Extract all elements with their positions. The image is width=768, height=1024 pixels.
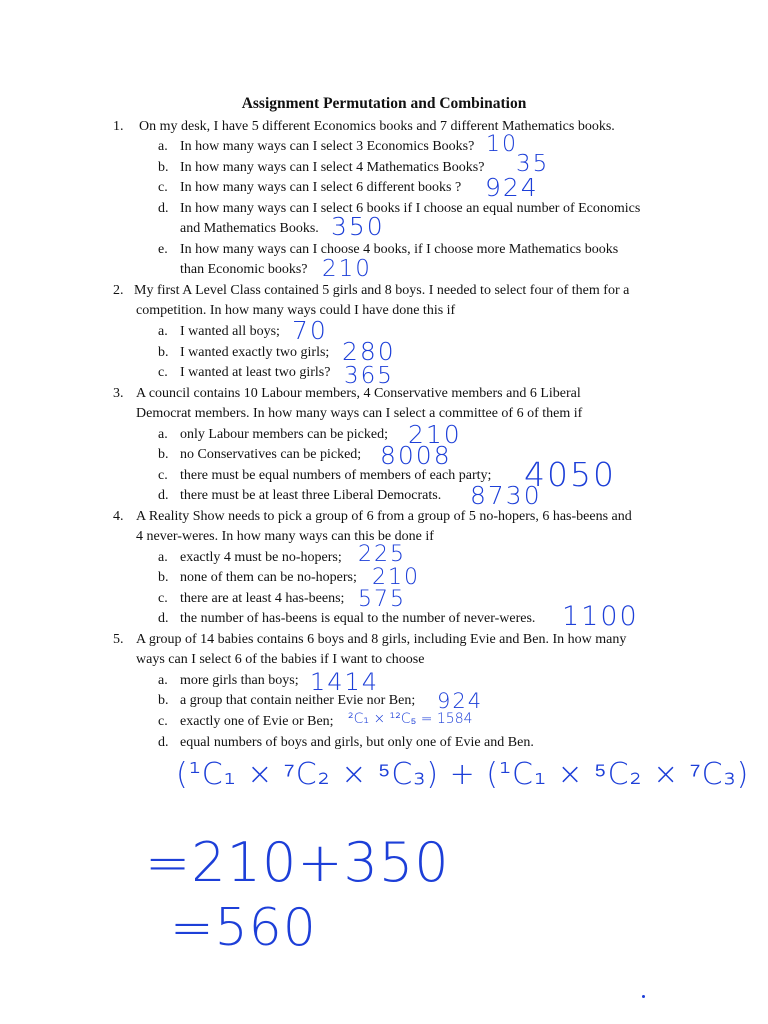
q1-part-b-letter: b. bbox=[158, 160, 169, 175]
handwritten-answer-q1b: 35 bbox=[516, 151, 550, 177]
q4-part-c-text: there are at least 4 has-beens; bbox=[180, 591, 345, 606]
q1-part-d-text-cont: and Mathematics Books. bbox=[180, 221, 319, 236]
question-1-text: On my desk, I have 5 different Economics books and 7 different Mathematics books. bbox=[139, 119, 615, 134]
q1-part-c-text: In how many ways can I select 6 different books ? bbox=[180, 180, 462, 195]
q3-part-c-letter: c. bbox=[158, 468, 168, 483]
q3-part-d-letter: d. bbox=[158, 488, 169, 503]
handwritten-answer-q1a: 10 bbox=[486, 132, 518, 157]
q4-part-d-letter: d. bbox=[158, 611, 169, 626]
handwritten-answer-q3b: 8008 bbox=[380, 441, 452, 470]
q2-part-a-letter: a. bbox=[158, 324, 168, 339]
handwritten-answer-q1e: 210 bbox=[322, 256, 372, 282]
q4-part-a-letter: a. bbox=[158, 550, 168, 565]
question-4-text: A Reality Show needs to pick a group of 6 from a group of 5 no-hopers, 6 has-beens and bbox=[136, 509, 632, 524]
q5-part-d-text: equal numbers of boys and girls, but only one of Evie and Ben. bbox=[180, 735, 534, 750]
q1-part-e-text-cont: than Economic books? bbox=[180, 262, 308, 277]
q5-part-d-letter: d. bbox=[158, 735, 169, 750]
q3-part-d-text: there must be at least three Liberal Democrats. bbox=[180, 488, 442, 503]
question-1-number: 1. bbox=[113, 119, 124, 134]
q5-part-a-text: more girls than boys; bbox=[180, 673, 299, 688]
q5-part-c-text: exactly one of Evie or Ben; bbox=[180, 714, 334, 729]
handwritten-answer-q2b: 280 bbox=[342, 337, 396, 366]
q1-part-a-letter: a. bbox=[158, 139, 168, 154]
q2-part-b-letter: b. bbox=[158, 345, 169, 360]
question-2-text-cont: competition. In how many ways could I have done this if bbox=[136, 303, 456, 318]
handwritten-answer-q1c: 924 bbox=[485, 173, 539, 202]
q1-part-d-letter: d. bbox=[158, 201, 169, 216]
handwritten-answer-q4b: 210 bbox=[372, 565, 420, 590]
q5-part-a-letter: a. bbox=[158, 673, 168, 688]
q4-part-a-text: exactly 4 must be no-hopers; bbox=[180, 550, 342, 565]
q3-part-a-letter: a. bbox=[158, 427, 168, 442]
q4-part-d-text: the number of has-beens is equal to the number of never-weres. bbox=[180, 611, 536, 626]
q2-part-a-text: I wanted all boys; bbox=[180, 324, 280, 339]
handwritten-answer-q4c: 575 bbox=[358, 587, 406, 612]
q2-part-c-letter: c. bbox=[158, 365, 168, 380]
handwritten-answer-q5a: 1414 bbox=[310, 668, 380, 696]
q4-part-c-letter: c. bbox=[158, 591, 168, 606]
q1-part-b-text: In how many ways can I select 4 Mathematics Books? bbox=[180, 160, 485, 175]
q3-part-b-letter: b. bbox=[158, 447, 169, 462]
handwritten-answer-q5c: ²C₁ × ¹²C₅ = 1584 bbox=[348, 711, 473, 727]
question-5-text-cont: ways can I select 6 of the babies if I want to choose bbox=[136, 652, 425, 667]
question-5-number: 5. bbox=[113, 632, 124, 647]
question-2-text: My first A Level Class contained 5 girls and 8 boys. I needed to select four of them for a bbox=[134, 283, 630, 298]
q5-part-b-letter: b. bbox=[158, 693, 169, 708]
ink-dot bbox=[642, 995, 645, 998]
handwritten-answer-q3a: 210 bbox=[408, 420, 462, 449]
question-3-number: 3. bbox=[113, 386, 124, 401]
q5-part-c-letter: c. bbox=[158, 714, 168, 729]
q4-part-b-letter: b. bbox=[158, 570, 169, 585]
handwritten-answer-q1d: 350 bbox=[331, 212, 385, 241]
question-2-number: 2. bbox=[113, 283, 124, 298]
q3-part-b-text: no Conservatives can be picked; bbox=[180, 447, 362, 462]
handwritten-working-step2: =560 bbox=[170, 898, 317, 958]
handwritten-working-expression: (¹C₁ × ⁷C₂ × ⁵C₃) + (¹C₁ × ⁵C₂ × ⁷C₃) bbox=[176, 757, 750, 792]
handwritten-answer-q3d: 8730 bbox=[470, 481, 542, 510]
q1-part-e-letter: e. bbox=[158, 242, 168, 257]
handwritten-answer-q5b: 924 bbox=[437, 689, 484, 713]
q1-part-c-letter: c. bbox=[158, 180, 168, 195]
q1-part-e-text: In how many ways can I choose 4 books, if I choose more Mathematics books bbox=[180, 242, 619, 257]
q1-part-d-text: In how many ways can I select 6 books if I choose an equal number of Economics bbox=[180, 201, 641, 216]
document-title: Assignment Permutation and Combination bbox=[241, 95, 527, 112]
handwritten-answer-q4a: 225 bbox=[358, 542, 406, 567]
question-3-text-cont: Democrat members. In how many ways can I select a committee of 6 of them if bbox=[136, 406, 583, 421]
q2-part-b-text: I wanted exactly two girls; bbox=[180, 345, 330, 360]
q4-part-b-text: none of them can be no-hopers; bbox=[180, 570, 357, 585]
question-3-text: A council contains 10 Labour members, 4 Conservative members and 6 Liberal bbox=[136, 386, 581, 401]
q2-part-c-text: I wanted at least two girls? bbox=[180, 365, 331, 380]
handwritten-answer-q4d: 1100 bbox=[562, 601, 639, 632]
question-4-number: 4. bbox=[113, 509, 124, 524]
q3-part-c-text: there must be equal numbers of members of each party; bbox=[180, 468, 492, 483]
handwritten-working-step1: =210+350 bbox=[145, 831, 450, 894]
handwritten-answer-q2a: 70 bbox=[292, 316, 328, 345]
q1-part-a-text: In how many ways can I select 3 Economics Books? bbox=[180, 139, 475, 154]
question-5-text: A group of 14 babies contains 6 boys and 8 girls, including Evie and Ben. In how many bbox=[136, 632, 627, 647]
question-4-text-cont: 4 never-weres. In how many ways can this be done if bbox=[136, 529, 434, 544]
q5-part-b-text: a group that contain neither Evie nor Ben; bbox=[180, 693, 416, 708]
handwritten-answer-q2c: 365 bbox=[344, 363, 394, 389]
q3-part-a-text: only Labour members can be picked; bbox=[180, 427, 388, 442]
handwritten-answer-q3c: 4050 bbox=[524, 455, 616, 494]
